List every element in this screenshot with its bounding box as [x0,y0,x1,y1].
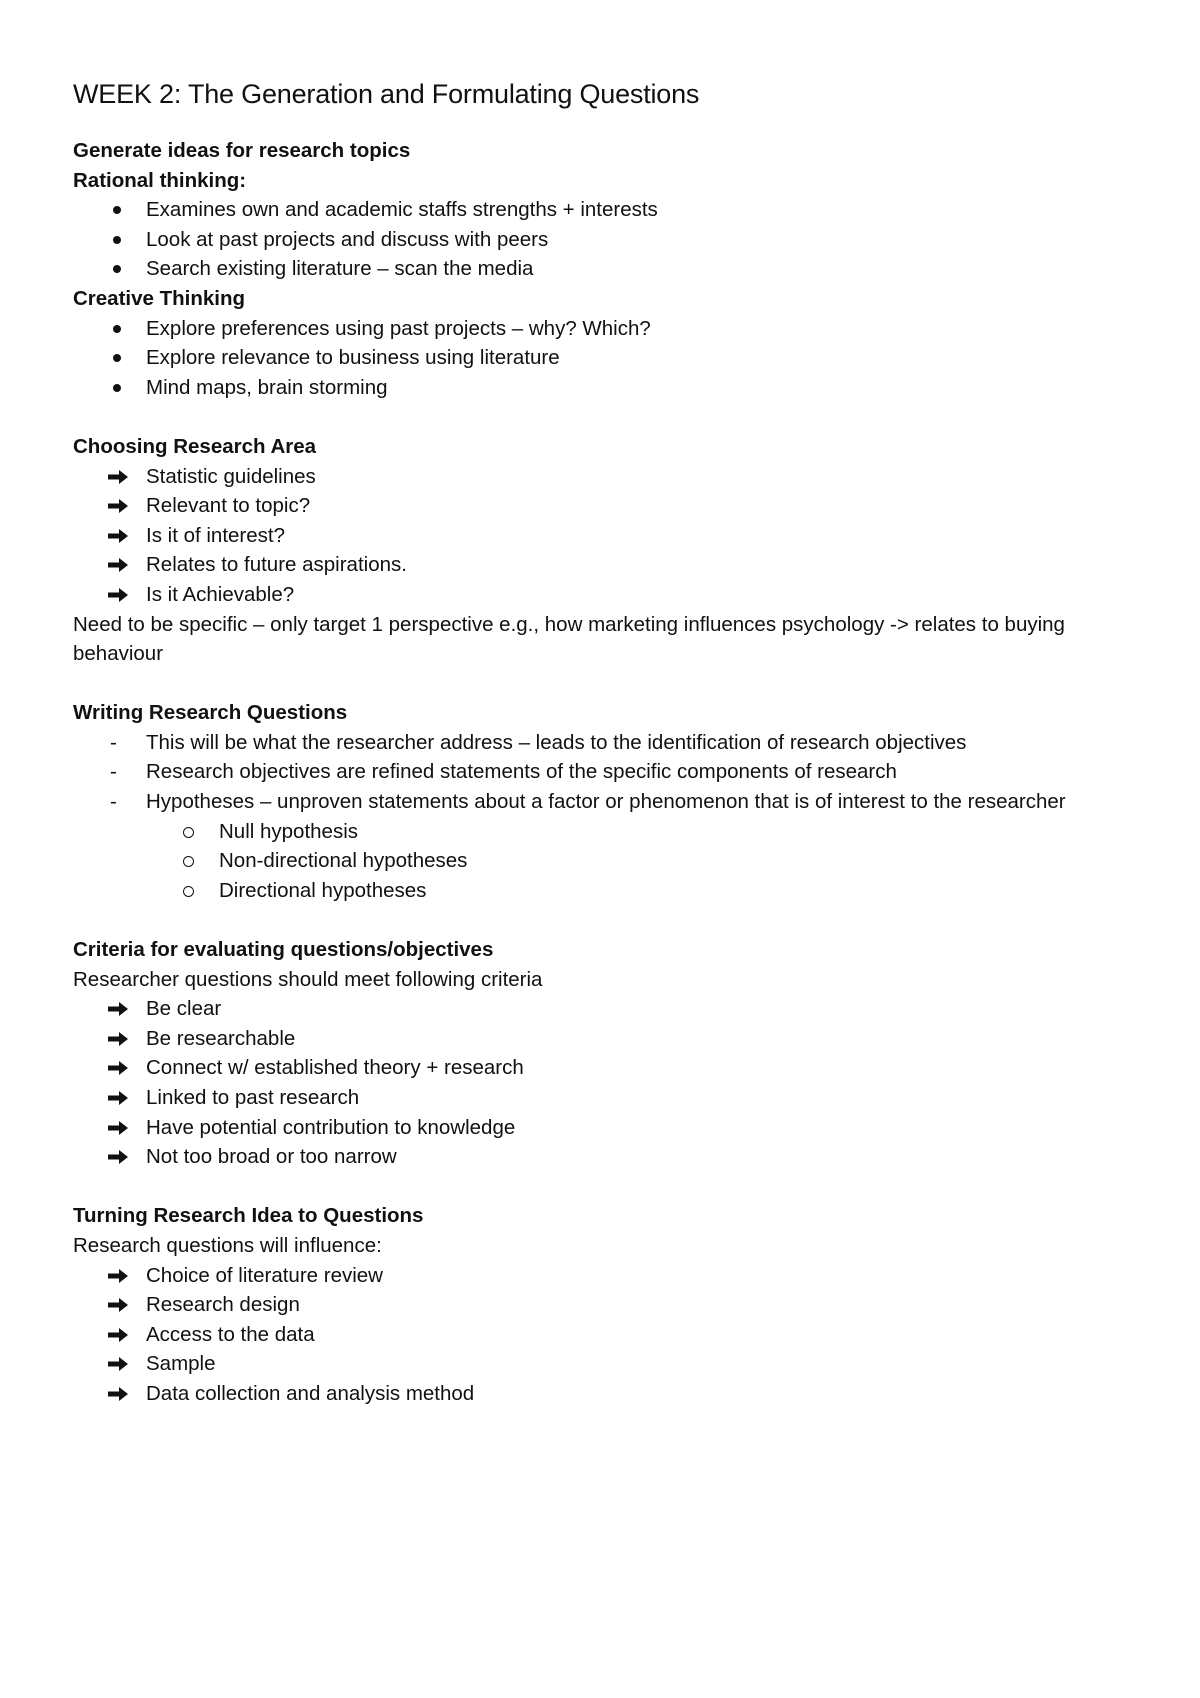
paragraph-note: Need to be specific – only target 1 perspective e.g., how marketing influences psychology -> relates to buying behaviour [73,612,1065,666]
list-item: Explore relevance to business using literature [73,343,1133,373]
list-item: Be researchable [73,1024,1133,1054]
bullet-icon [113,206,121,214]
section-heading-writing: Writing Research Questions [73,701,348,725]
dash-marker: - [110,730,117,754]
section-heading-generate: Generate ideas for research topics [73,139,411,162]
page-title: WEEK 2: The Generation and Formulating Questions [73,79,700,109]
arrow-right-icon [107,550,135,573]
list-item: Relates to future aspirations. [73,550,1133,580]
list-item: Not too broad or too narrow [73,1142,1133,1172]
arrow-right-icon [107,1142,135,1165]
list-item: Look at past projects and discuss with peers [73,225,1133,255]
arrow-right-icon [107,1024,135,1047]
circle-bullet-icon [183,886,194,897]
list-item: Research design [73,1290,1133,1320]
list-item: Connect w/ established theory + research [73,1053,1133,1083]
arrow-right-icon [107,1320,135,1343]
arrow-right-icon [107,580,135,603]
list-item: Is it of interest? [73,521,1133,551]
circle-bullet-icon [183,827,194,838]
dash-marker: - [110,790,117,814]
list-item: Explore preferences using past projects – why? Which? [73,314,1133,344]
arrow-right-icon [107,1261,135,1284]
list-item: Have potential contribution to knowledge [73,1113,1133,1143]
list-item: Statistic guidelines [73,462,1133,492]
subheading-creative: Creative Thinking [73,286,246,310]
list-item: Be clear [73,994,1133,1024]
paragraph-intro: Researcher questions should meet following criteria [73,967,543,991]
list-item: - This will be what the researcher address – leads to the identification of research objectives [73,728,1133,758]
arrow-right-icon [107,1113,135,1136]
list-item: - Hypotheses – unproven statements about a factor or phenomenon that is of interest to the researcher [73,787,1133,817]
arrow-right-icon [107,1379,135,1402]
bullet-icon [113,325,121,333]
circle-bullet-icon [183,856,194,867]
list-item: Is it Achievable? [73,580,1133,610]
bullet-icon [113,384,121,392]
list-item: - Research objectives are refined statements of the specific components of research [73,757,1133,787]
list-item: Choice of literature review [73,1261,1133,1291]
section-heading-choosing: Choosing Research Area [73,434,317,458]
list-item: Mind maps, brain storming [73,373,1133,403]
section-heading-turning: Turning Research Idea to Questions [73,1204,424,1228]
sub-list-item: Non-directional hypotheses [73,846,1133,876]
list-item: Examines own and academic staffs strengths + interests [73,195,1133,225]
arrow-right-icon [107,1053,135,1076]
arrow-right-icon [107,1083,135,1106]
list-item: Linked to past research [73,1083,1133,1113]
subheading-rational: Rational thinking: [73,168,247,192]
bullet-icon [113,236,121,244]
list-item: Search existing literature – scan the media [73,254,1133,284]
sub-list-item: Directional hypotheses [73,876,1133,906]
dash-marker: - [110,760,117,784]
arrow-right-icon [107,994,135,1017]
sub-list-item: Null hypothesis [73,817,1133,847]
arrow-right-icon [107,521,135,544]
arrow-right-icon [107,491,135,514]
bullet-icon [113,265,121,273]
list-item: Access to the data [73,1320,1133,1350]
arrow-right-icon [107,462,135,485]
paragraph-intro: Research questions will influence: [73,1233,382,1257]
bullet-icon [113,354,121,362]
arrow-right-icon [107,1290,135,1313]
list-item: Data collection and analysis method [73,1379,1133,1409]
section-heading-criteria: Criteria for evaluating questions/objectives [73,938,494,962]
arrow-right-icon [107,1349,135,1372]
list-item: Relevant to topic? [73,491,1133,521]
list-item: Sample [73,1349,1133,1379]
document-page [73,68,1133,1409]
